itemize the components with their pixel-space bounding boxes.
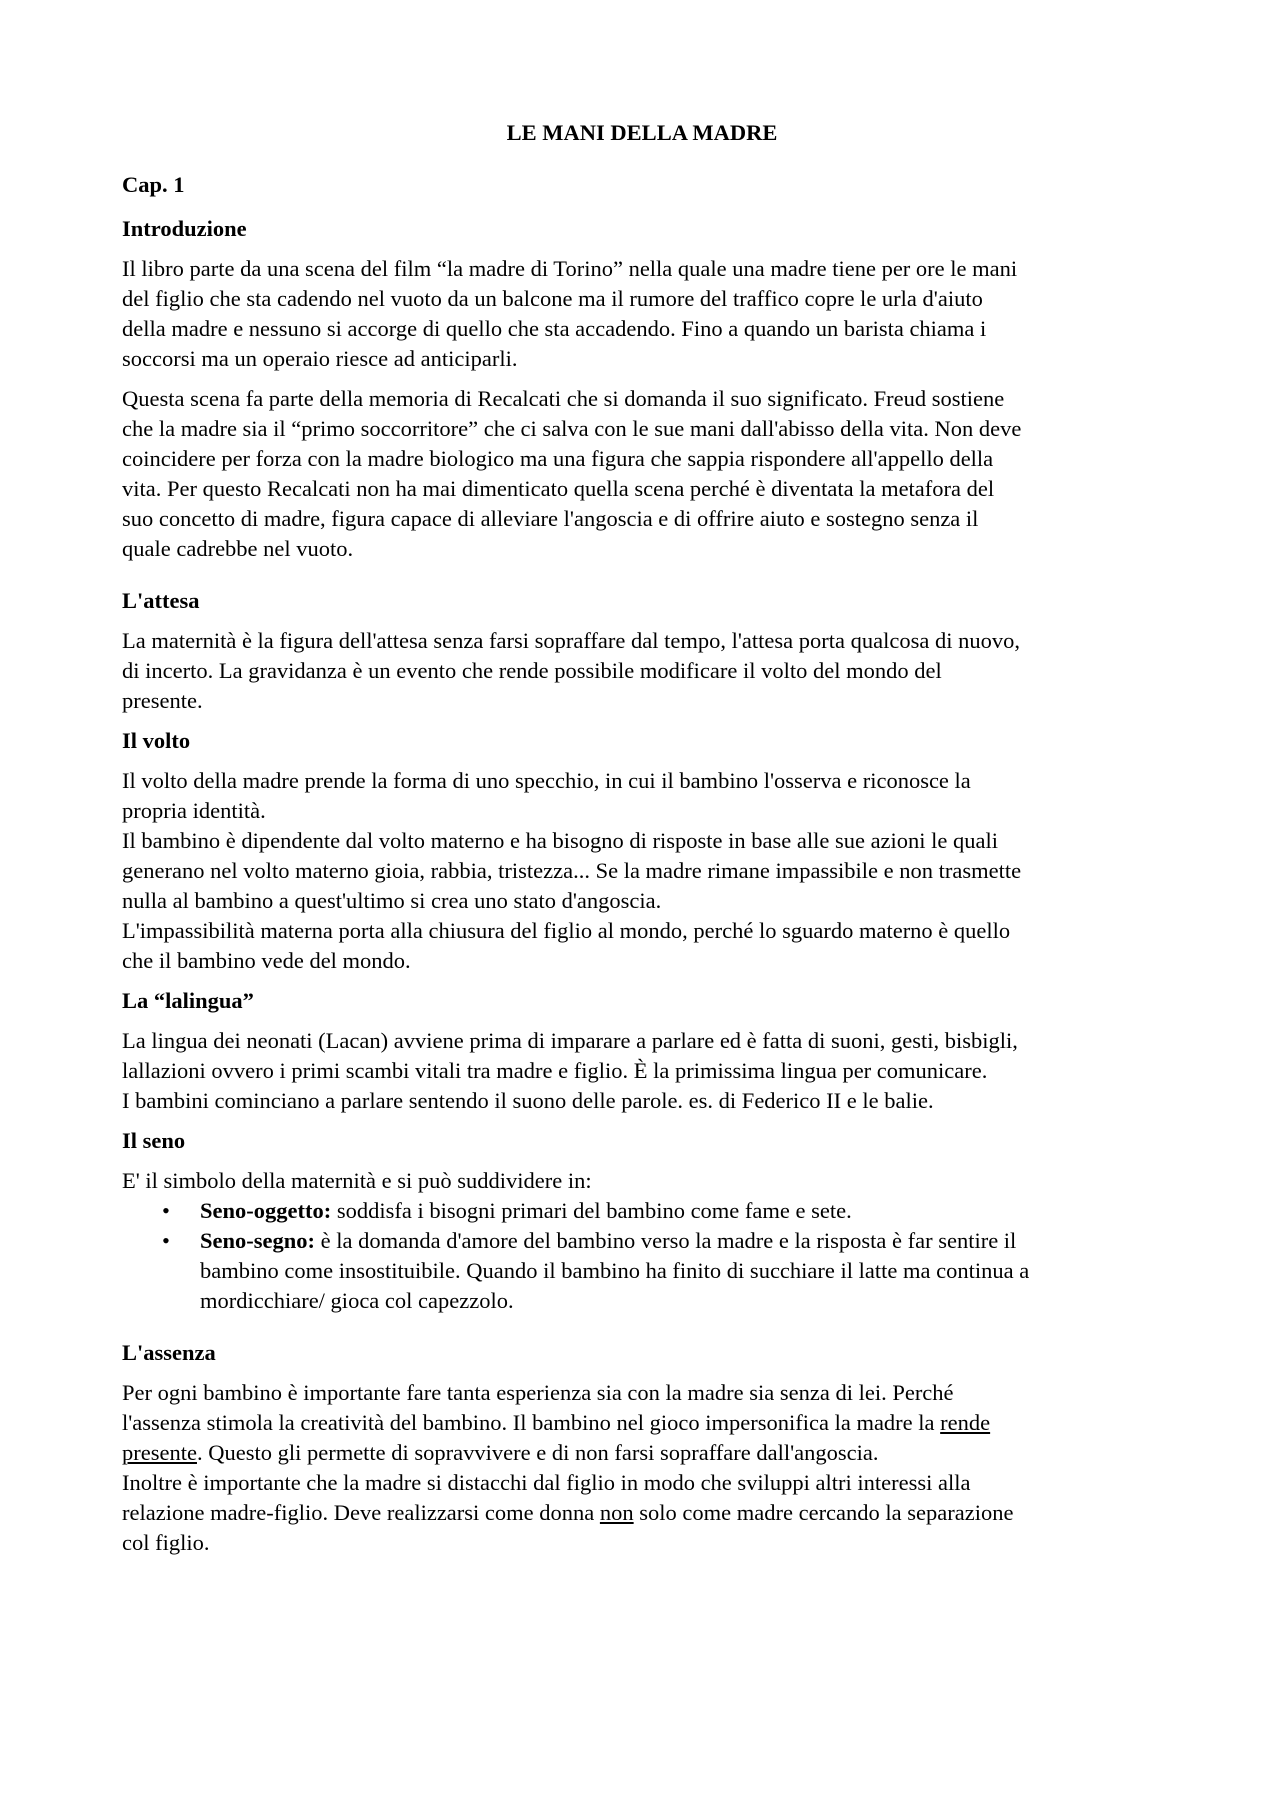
section-heading-attesa: L'attesa	[122, 588, 200, 613]
section-heading-volto: Il volto	[122, 728, 191, 753]
paragraph-introduzione-2	[122, 384, 1172, 564]
paragraph-assenza	[122, 1378, 1172, 1558]
text-line: quale cadrebbe nel vuoto.	[122, 536, 354, 561]
list-item	[122, 1196, 1172, 1226]
text-line: che il bambino vede del mondo.	[122, 948, 411, 973]
paragraph-introduzione-1	[122, 254, 1172, 374]
text-line: propria identità.	[122, 798, 266, 823]
document-page	[122, 118, 1172, 1568]
text-line: Questa scena fa parte della memoria di Recalcati che si domanda il suo significato. Freud sostiene	[122, 386, 1005, 411]
paragraph-seno-intro	[122, 1166, 1172, 1196]
section-heading-introduzione: Introduzione	[122, 216, 247, 241]
text-segment: l'assenza stimola la creatività del bambino. Il bambino nel gioco impersonifica la madre la	[122, 1410, 941, 1435]
paragraph-attesa	[122, 626, 1172, 716]
text-line: La lingua dei neonati (Lacan) avviene prima di imparare a parlare ed è fatta di suoni, gesti, bisbigli,	[122, 1028, 1018, 1053]
bullet-text: mordicchiare/ gioca col capezzolo.	[200, 1288, 514, 1313]
bullet-text: soddisfa i bisogni primari del bambino come fame e sete.	[331, 1198, 852, 1223]
text-segment: . Questo gli permette di sopravvivere e di non farsi sopraffare dall'angoscia.	[196, 1440, 879, 1465]
text-line: nulla al bambino a quest'ultimo si crea uno stato d'angoscia.	[122, 888, 662, 913]
paragraph-lalingua	[122, 1026, 1172, 1116]
underlined-text: non	[599, 1500, 634, 1525]
bullet-text: bambino come insostituibile. Quando il bambino ha finito di succhiare il latte ma continua a	[200, 1258, 1030, 1283]
bullet-text: è la domanda d'amore del bambino verso la madre e la risposta è far sentire il	[315, 1228, 1017, 1253]
bullet-list-seno	[122, 1196, 1172, 1316]
text-segment: relazione madre-figlio. Deve realizzarsi come donna	[122, 1500, 600, 1525]
text-line: Inoltre è importante che la madre si distacchi dal figlio in modo che sviluppi altri interessi alla	[122, 1470, 971, 1495]
section-heading-lalingua: La “lalingua”	[122, 988, 254, 1013]
underlined-text: rende	[940, 1410, 991, 1435]
paragraph-volto	[122, 766, 1172, 976]
text-line: suo concetto di madre, figura capace di alleviare l'angoscia e di offrire aiuto e sostegno senza il	[122, 506, 979, 531]
bullet-icon: •	[162, 1198, 170, 1223]
text-line: Per ogni bambino è importante fare tanta esperienza sia con la madre sia senza di lei. Perché	[122, 1380, 954, 1405]
text-line: vita. Per questo Recalcati non ha mai dimenticato quella scena perché è diventata la metafora del	[122, 476, 995, 501]
bullet-icon: •	[162, 1228, 170, 1253]
text-line: Il libro parte da una scena del film “la madre di Torino” nella quale una madre tiene per ore le mani	[122, 256, 1018, 281]
text-line: soccorsi ma un operaio riesce ad anticiparli.	[122, 346, 518, 371]
text-line: generano nel volto materno gioia, rabbia, tristezza... Se la madre rimane impassibile e non trasmette	[122, 858, 1022, 883]
underlined-text: presente	[122, 1440, 197, 1465]
text-line: coincidere per forza con la madre biologico ma una figura che sappia rispondere all'appello della	[122, 446, 994, 471]
text-line: presente.	[122, 688, 203, 713]
text-line: I bambini cominciano a parlare sentendo il suono delle parole. es. di Federico II e le balie.	[122, 1088, 934, 1113]
bullet-term: Seno-segno:	[200, 1228, 316, 1253]
text-line: La maternità è la figura dell'attesa senza farsi sopraffare dal tempo, l'attesa porta qualcosa di nuovo,	[122, 628, 1020, 653]
section-heading-seno: Il seno	[122, 1128, 186, 1153]
bullet-term: Seno-oggetto:	[200, 1198, 332, 1223]
text-line: di incerto. La gravidanza è un evento che rende possibile modificare il volto del mondo del	[122, 658, 942, 683]
list-item	[122, 1226, 1172, 1316]
document-title: LE MANI DELLA MADRE	[506, 120, 778, 145]
text-line: del figlio che sta cadendo nel vuoto da un balcone ma il rumore del traffico copre le urla d'aiuto	[122, 286, 983, 311]
text-line: che la madre sia il “primo soccorritore” che ci salva con le sue mani dall'abisso della vita. Non deve	[122, 416, 1022, 441]
chapter-label: Cap. 1	[122, 172, 185, 197]
text-line: col figlio.	[122, 1530, 210, 1555]
text-line: E' il simbolo della maternità e si può suddividere in:	[122, 1168, 592, 1193]
text-line: lallazioni ovvero i primi scambi vitali tra madre e figlio. È la primissima lingua per comunicare.	[122, 1058, 988, 1083]
text-line: della madre e nessuno si accorge di quello che sta accadendo. Fino a quando un barista chiama i	[122, 316, 987, 341]
section-heading-assenza: L'assenza	[122, 1340, 216, 1365]
text-segment: solo come madre cercando la separazione	[633, 1500, 1014, 1525]
text-line: Il bambino è dipendente dal volto materno e ha bisogno di risposte in base alle sue azioni le quali	[122, 828, 999, 853]
text-line: Il volto della madre prende la forma di uno specchio, in cui il bambino l'osserva e riconosce la	[122, 768, 971, 793]
text-line: L'impassibilità materna porta alla chiusura del figlio al mondo, perché lo sguardo materno è quello	[122, 918, 1011, 943]
